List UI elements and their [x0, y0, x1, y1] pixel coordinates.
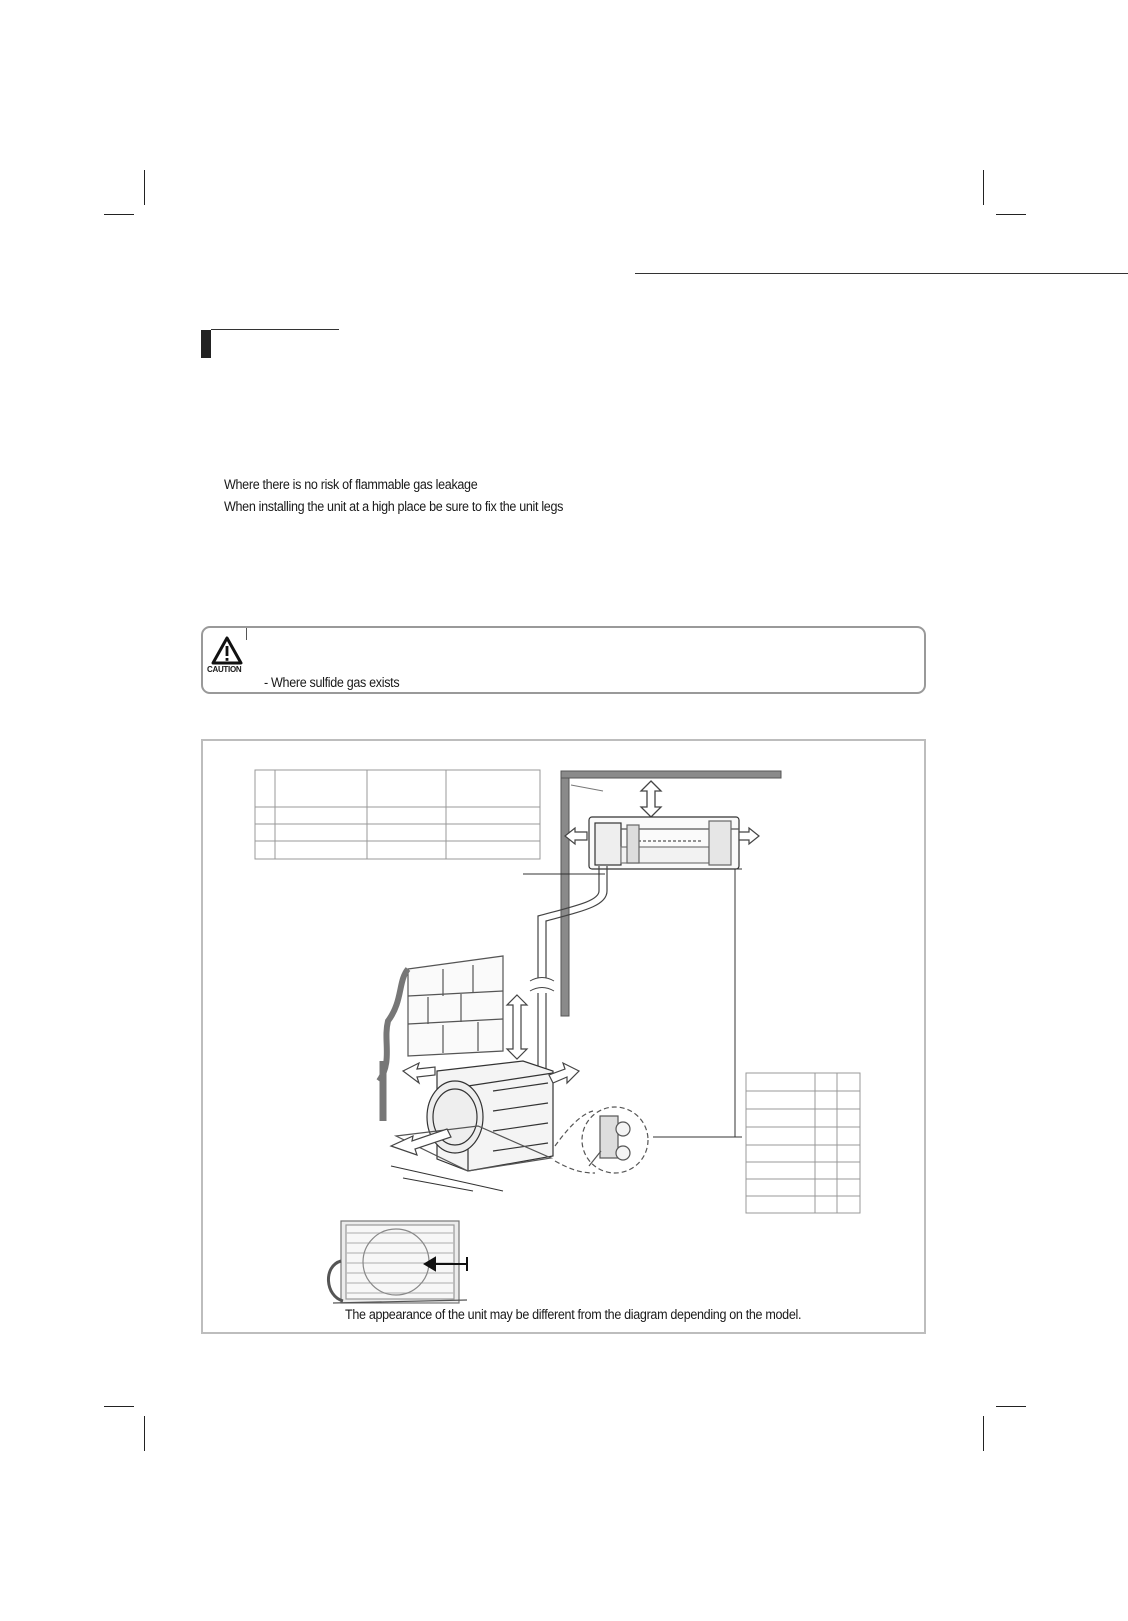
crop-mark	[144, 170, 145, 205]
crop-mark	[983, 1416, 984, 1451]
crop-mark	[983, 170, 984, 205]
pipe-length-table	[746, 1073, 860, 1213]
section-rule	[211, 329, 339, 330]
crop-mark	[104, 214, 134, 215]
installation-diagram	[203, 741, 924, 1332]
outdoor-unit	[396, 1061, 553, 1171]
caution-item-sulfide: - Where sulfide gas exists	[264, 675, 400, 690]
clearance-arrow	[641, 781, 661, 817]
caution-label: CAUTION	[207, 665, 242, 674]
height-dimension	[653, 869, 742, 1137]
body-line-flammable: Where there is no risk of flammable gas leakage	[224, 477, 478, 492]
crop-mark	[996, 1406, 1026, 1407]
crop-mark	[144, 1416, 145, 1451]
crop-mark	[996, 214, 1026, 215]
header-rule	[635, 273, 1128, 274]
caution-tick	[246, 628, 247, 640]
indoor-unit	[589, 817, 739, 869]
clearance-table	[255, 770, 540, 859]
caution-box	[201, 626, 926, 694]
caution-icon	[211, 636, 243, 666]
installation-figure	[201, 739, 926, 1334]
figure-caption: The appearance of the unit may be different from the diagram depending on the model.	[345, 1307, 802, 1322]
outdoor-unit-rear	[328, 1221, 467, 1303]
indoor-wall	[561, 771, 781, 1016]
section-marker	[201, 330, 211, 358]
valve-detail	[555, 1107, 648, 1173]
crop-mark	[104, 1406, 134, 1407]
body-line-high-place: When installing the unit at a high place be sure to fix the unit legs	[224, 499, 564, 514]
